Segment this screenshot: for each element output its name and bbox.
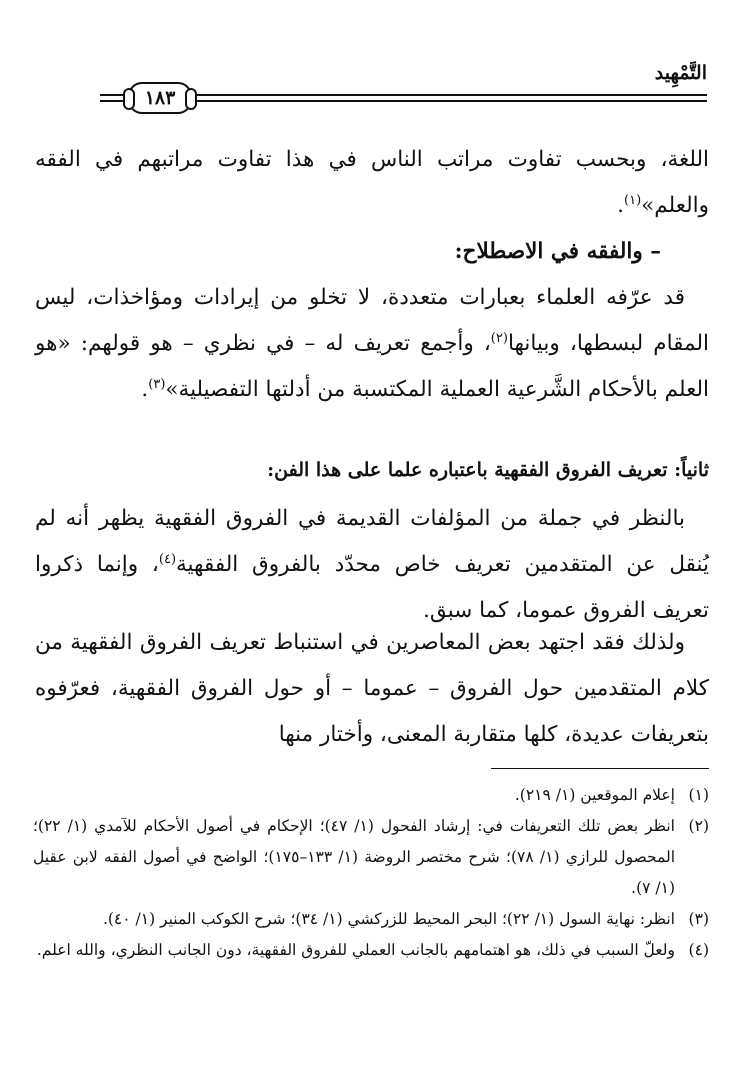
- page-number-frame: [128, 82, 192, 114]
- subheading-fiqh-istilah: [35, 229, 709, 275]
- subheading-text: – والفقه في الاصطلاح:: [454, 239, 661, 264]
- footnote-ref-2: (٢): [490, 330, 508, 346]
- footnote-number: (٣): [688, 910, 709, 928]
- footnote-text: انظر بعض تلك التعريفات في: إرشاد الفحول (١/ ٤٧)؛ الإحكام في أصول الأحكام للآمدي (١/ ٢٢)؛ المحصول للرازي (١/ ٧٨)؛ شرح مختصر الروضة (١/ ١٣٣–١٧٥)؛ الواضح في أصول الفقه لابن عقيل (١/ ٧).: [33, 817, 676, 897]
- paragraph-2-text-a: قد عرّفه العلماء بعبارات متعددة، لا تخلو من إيرادات ومؤاخذات، ليس المقام لبسطها، وبيانها: [35, 285, 710, 356]
- footnote-ref-4: (٤): [158, 551, 177, 567]
- footnote-text: إعلام الموقعين (١/ ٢١٩).: [514, 786, 675, 804]
- paragraph-1-end: .: [617, 193, 624, 218]
- paragraph-1: [35, 137, 709, 229]
- page-number: ١٨٣: [144, 87, 176, 109]
- footnote-text: ولعلّ السبب في ذلك، هو اهتمامهم بالجانب العملي للفروق الفقهية، دون الجانب النظري، والله اعلم.: [36, 941, 675, 959]
- section-heading-second: [35, 447, 709, 493]
- paragraph-4: [35, 620, 709, 758]
- footnotes: [33, 780, 709, 966]
- footnote-ref-3: (٣): [148, 376, 166, 392]
- paragraph-3-text-b: ، وإنما ذكروا تعريف الفروق عموما، كما سبق.: [35, 552, 709, 623]
- footnote-number: (١): [688, 786, 709, 804]
- paragraph-2-text-b: ، وأجمع تعريف له – في نظري – هو قولهم: «هو العلم بالأحكام الشَّرعية العملية المكتسبة من أدلتها التفصيلية»: [35, 331, 709, 402]
- paragraph-3: [35, 496, 709, 634]
- paragraph-2: [35, 275, 709, 413]
- paragraph-1-text: اللغة، وبحسب تفاوت مراتب الناس في هذا تفاوت مراتبهم في الفقه والعلم»: [35, 147, 709, 218]
- footnote-ref-1: (١): [624, 192, 642, 208]
- footnote-4: [33, 935, 709, 966]
- section-heading-text: ثانياً: تعريف الفروق الفقهية باعتباره علما على هذا الفن:: [267, 459, 709, 481]
- footnote-number: (٤): [688, 941, 709, 959]
- running-header-title: التَّمْهِيد: [654, 62, 707, 84]
- footnote-text: انظر: نهاية السول (١/ ٢٢)؛ البحر المحيط للزركشي (١/ ٣٤)؛ شرح الكوكب المنير (١/ ٤٠).: [102, 910, 675, 928]
- footnote-1: [33, 780, 709, 811]
- footnote-separator: [491, 768, 709, 769]
- footnote-2: [33, 811, 709, 904]
- paragraph-3-text-a: بالنظر في جملة من المؤلفات القديمة في الفروق الفقهية يظهر أنه لم يُنقل عن المتقدمين تعريف خاص محدّد بالفروق الفقهية: [35, 506, 709, 577]
- paragraph-4-text: ولذلك فقد اجتهد بعض المعاصرين في استنباط تعريف الفروق الفقهية من كلام المتقدمين حول الفروق – عموما – أو حول الفروق الفقهية، فعرّفوه بتعريفات عديدة، كلها متقاربة المعنى، وأختار منها: [35, 630, 709, 747]
- footnote-3: [33, 904, 709, 935]
- footnote-number: (٢): [688, 817, 709, 835]
- paragraph-2-end: .: [141, 377, 149, 402]
